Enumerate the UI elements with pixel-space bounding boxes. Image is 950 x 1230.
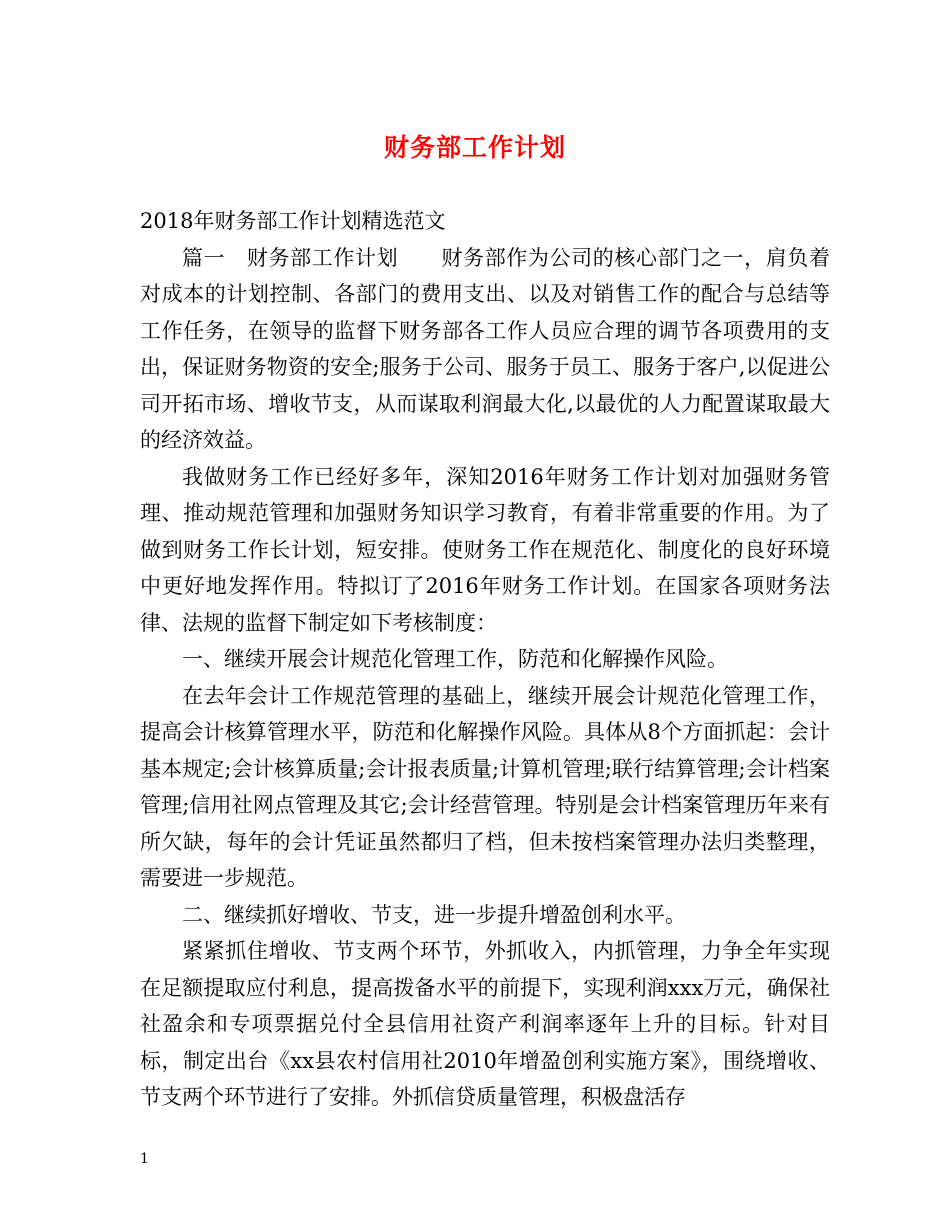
- paragraph: 篇一 财务部工作计划 财务部作为公司的核心部门之一，肩负着对成本的计划控制、各部门的费用支出、以及对销售工作的配合与总结等工作任务，在领导的监督下财务部各工作人员应合理的调节各项费用的支出，保证财务物资的安全;服务于公司、服务于员工、服务于客户,以促进公司开拓市场、增收节支，从而谋取利润最大化,以最优的人力配置谋取最大的经济效益。: [140, 245, 830, 452]
- section-heading: 一、继续开展会计规范化管理工作，防范和化解操作风险。: [182, 647, 728, 671]
- paragraph: 紧紧抓住增收、节支两个环节，外抓收入，内抓管理，力争全年实现在足额提取应付利息，提高拨备水平的前提下，实现利润xxx万元，确保社社盈余和专项票据兑付全县信用社资产利润率逐年上升的目标。针对目标，制定出台《xx县农村信用社2010年增盈创利实施方案》，围绕增收、节支两个环节进行了安排。外抓信贷质量管理，积极盘活存: [140, 939, 830, 1109]
- section-heading: 二、继续抓好增收、节支，进一步提升增盈创利水平。: [182, 902, 686, 927]
- document-body: [140, 203, 830, 1116]
- paragraph: 我做财务工作已经好多年，深知2016年财务工作计划对加强财务管理、推动规范管理和加强财务知识学习教育，有着非常重要的作用。为了做到财务工作长计划，短安排。使财务工作在规范化、制度化的良好环境中更好地发挥作用。特拟订了2016年财务工作计划。在国家各项财务法律、法规的监督下制定如下考核制度：: [140, 464, 830, 635]
- document-title: 财务部工作计划: [383, 133, 566, 162]
- document-subtitle: 2018年财务部工作计划精选范文: [140, 209, 446, 233]
- paragraph: 在去年会计工作规范管理的基础上，继续开展会计规范化管理工作，提高会计核算管理水平，防范和化解操作风险。具体从8个方面抓起：会计基本规定;会计核算质量;会计报表质量;计算机管理;联行结算管理;会计档案管理;信用社网点管理及其它;会计经营管理。特别是会计档案管理历年来有所欠缺，每年的会计凭证虽然都归了档，但未按档案管理办法归类整理，需要进一步规范。: [140, 683, 830, 890]
- page-number: 1: [140, 1151, 149, 1167]
